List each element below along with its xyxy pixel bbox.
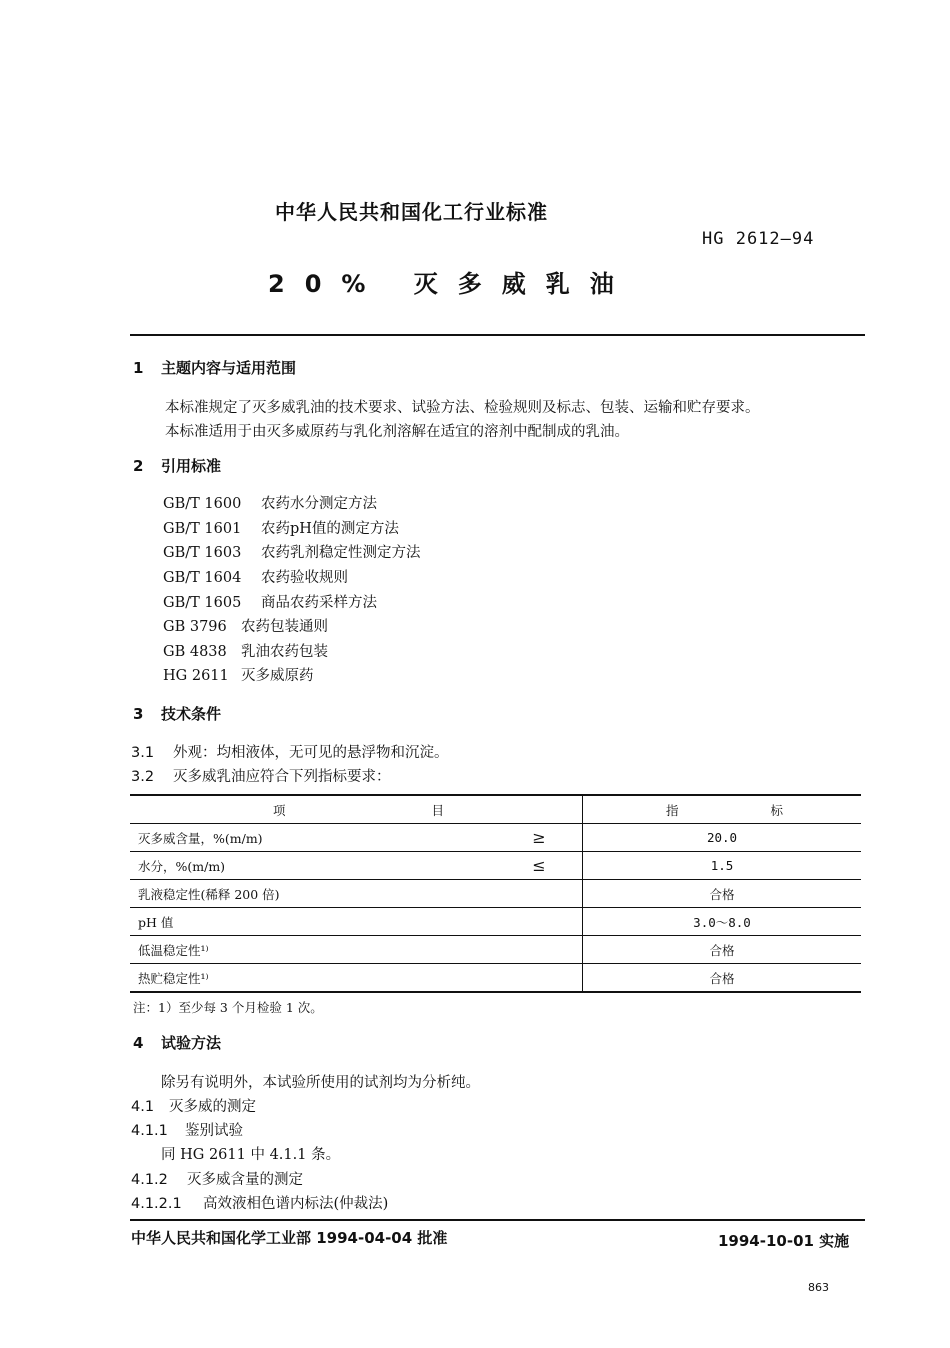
- row-item: 水分，%(m/m): [130, 852, 496, 880]
- table-note: 注：1）至少每 3 个月检验 1 次。: [133, 1000, 323, 1015]
- standard-title: 中华人民共和国化工行业标准: [275, 200, 548, 224]
- table-row: [130, 852, 861, 880]
- specification-table: [130, 794, 861, 993]
- method-item: [161, 1143, 340, 1164]
- reference-item: [163, 664, 314, 685]
- row-value: 合格: [583, 936, 862, 964]
- reference-name: 乳油农药包装: [241, 644, 328, 660]
- row-operator: [496, 880, 583, 908]
- section-3-heading: [133, 703, 221, 724]
- reference-name: 农药乳剂稳定性测定方法: [261, 545, 421, 561]
- row-value: 3.0～8.0: [583, 908, 862, 936]
- reference-code: GB/T 1601: [163, 521, 242, 537]
- row-value: 1.5: [583, 852, 862, 880]
- method-text: 高效液相色谱内标法(仲裁法): [203, 1196, 389, 1212]
- reference-item: [163, 640, 328, 661]
- reference-code: HG 2611: [163, 668, 229, 684]
- section-4-heading: [133, 1032, 221, 1053]
- row-operator: ≥: [496, 824, 583, 852]
- clause-text: 外观：均相液体，无可见的悬浮物和沉淀。: [173, 745, 449, 761]
- header-rule: [130, 334, 865, 336]
- method-text: 鉴别试验: [185, 1123, 243, 1139]
- reference-item: [163, 615, 328, 636]
- header-value: [583, 795, 862, 824]
- clause-text: 灭多威乳油应符合下列指标要求：: [173, 769, 391, 785]
- clause-3-1: [131, 741, 449, 762]
- clause-3-2: [131, 765, 391, 786]
- method-number: 4.1.2: [131, 1172, 168, 1188]
- row-value: 合格: [583, 880, 862, 908]
- method-item: [131, 1095, 256, 1116]
- method-number: 4.1.2.1: [131, 1196, 182, 1212]
- reference-name: 农药验收规则: [261, 570, 348, 586]
- section-4-intro: 除另有说明外，本试验所使用的试剂均为分析纯。: [161, 1075, 480, 1091]
- section-title: 主题内容与适用范围: [161, 359, 297, 377]
- section-2-heading: [133, 455, 221, 476]
- row-operator: [496, 964, 583, 993]
- table-row: [130, 964, 861, 993]
- table-row: [130, 880, 861, 908]
- row-operator: [496, 908, 583, 936]
- reference-name: 商品农药采样方法: [261, 595, 377, 611]
- row-operator: ≤: [496, 852, 583, 880]
- row-item: 低温稳定性¹⁾: [130, 936, 496, 964]
- clause-number: 3.2: [131, 769, 155, 785]
- document-title: 20% 灭多威乳油: [268, 270, 634, 298]
- section-number: 4: [133, 1034, 144, 1052]
- reference-item: [163, 492, 377, 513]
- reference-code: GB 4838: [163, 644, 227, 660]
- clause-number: 3.1: [131, 745, 155, 761]
- row-value: 合格: [583, 964, 862, 993]
- method-number: 4.1: [131, 1099, 155, 1115]
- header-item-b: 目: [431, 802, 444, 818]
- reference-item: [163, 566, 348, 587]
- reference-code: GB 3796: [163, 619, 227, 635]
- reference-item: [163, 541, 421, 562]
- row-item: 乳液稳定性(稀释 200 倍): [130, 880, 496, 908]
- reference-code: GB/T 1605: [163, 595, 242, 611]
- reference-code: GB/T 1600: [163, 496, 242, 512]
- section-1-heading: [133, 357, 296, 378]
- table-row: [130, 824, 861, 852]
- row-value: 20.0: [583, 824, 862, 852]
- section-title: 技术条件: [161, 705, 222, 723]
- reference-item: [163, 591, 377, 612]
- row-item: 热贮稳定性¹⁾: [130, 964, 496, 993]
- reference-name: 农药包装通则: [241, 619, 328, 635]
- effective-date: 1994-10-01 实施: [718, 1232, 850, 1250]
- reference-name: 灭多威原药: [241, 668, 314, 684]
- reference-name: 农药水分测定方法: [261, 496, 377, 512]
- table-row: [130, 908, 861, 936]
- reference-code: GB/T 1604: [163, 570, 242, 586]
- reference-item: [163, 517, 399, 538]
- method-text: 灭多威含量的测定: [187, 1172, 303, 1188]
- table-header-row: [130, 795, 861, 824]
- method-item: [131, 1192, 388, 1213]
- header-item: [130, 795, 583, 824]
- header-value-a: 指: [666, 802, 679, 818]
- method-number: 4.1.1: [131, 1123, 168, 1139]
- method-item: [131, 1119, 243, 1140]
- header-item-a: 项: [273, 802, 286, 818]
- section-number: 1: [133, 359, 144, 377]
- reference-name: 农药pH值的测定方法: [261, 521, 399, 537]
- method-text: 灭多威的测定: [169, 1099, 256, 1115]
- section-number: 2: [133, 457, 144, 475]
- method-item: [131, 1168, 303, 1189]
- header-value-b: 标: [770, 802, 783, 818]
- section-1-paragraph-2: 本标准适用于由灭多威原药与乳化剂溶解在适宜的溶剂中配制成的乳油。: [165, 424, 629, 440]
- reference-code: GB/T 1603: [163, 545, 242, 561]
- row-operator: [496, 936, 583, 964]
- standard-code: HG 2612—94: [702, 229, 815, 249]
- section-title: 试验方法: [161, 1034, 222, 1052]
- footer-rule: [130, 1219, 865, 1221]
- page-number: 863: [808, 1281, 829, 1294]
- section-title: 引用标准: [161, 457, 222, 475]
- method-text: 同 HG 2611 中 4.1.1 条。: [161, 1147, 341, 1163]
- section-number: 3: [133, 705, 144, 723]
- row-item: 灭多威含量，%(m/m): [130, 824, 496, 852]
- row-item: pH 值: [130, 908, 496, 936]
- table-row: [130, 936, 861, 964]
- section-1-paragraph-1: 本标准规定了灭多威乳油的技术要求、试验方法、检验规则及标志、包装、运输和贮存要求。: [165, 400, 760, 416]
- approval-statement: 中华人民共和国化学工业部 1994-04-04 批准: [131, 1229, 448, 1247]
